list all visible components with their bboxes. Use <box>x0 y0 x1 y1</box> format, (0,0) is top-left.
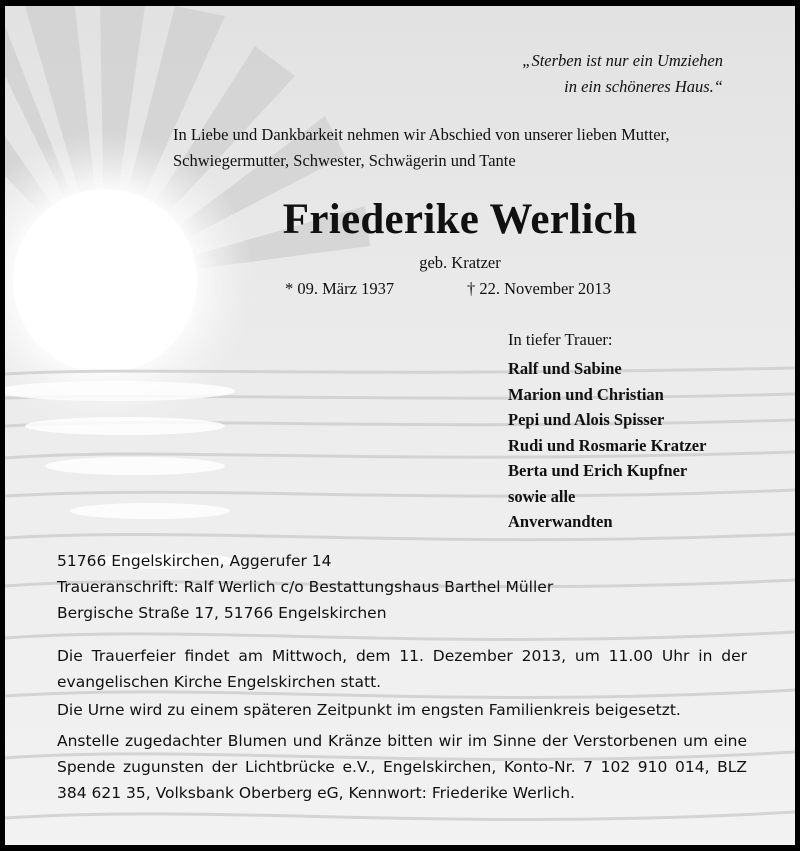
death-date: † 22. November 2013 <box>467 279 611 298</box>
mourner: Anverwandten <box>508 512 613 531</box>
mourner: Ralf und Sabine <box>508 359 622 378</box>
intro-text <box>173 122 669 174</box>
epigraph-quote <box>522 48 723 100</box>
mourners-list <box>508 356 706 535</box>
maiden-name: geb. Kratzer <box>419 253 501 272</box>
obituary-notice <box>5 6 795 845</box>
address-line: Traueranschrift: Ralf Werlich c/o Bestattungshaus Barthel Müller <box>57 578 554 596</box>
service-paragraph: Die Trauerfeier findet am Mittwoch, dem 11. Dezember 2013, um 11.00 Uhr in der evangelischen Kirche Engelskirchen statt. <box>57 647 747 691</box>
address-line: Bergische Straße 17, 51766 Engelskirchen <box>57 604 387 622</box>
intro-line: Schwiegermutter, Schwester, Schwägerin und Tante <box>173 151 516 170</box>
mourner: Pepi und Alois Spisser <box>508 410 665 429</box>
birth-date: * 09. März 1937 <box>285 279 395 298</box>
urn-paragraph: Die Urne wird zu einem späteren Zeitpunkt im engsten Familienkreis beigesetzt. <box>57 701 681 719</box>
quote-line: „Sterben ist nur ein Umziehen <box>522 51 723 70</box>
intro-line: In Liebe und Dankbarkeit nehmen wir Abschied von unserer lieben Mutter, <box>173 125 670 144</box>
address-line: 51766 Engelskirchen, Aggerufer 14 <box>57 552 332 570</box>
mourner: Marion und Christian <box>508 384 664 404</box>
mourner: Berta und Erich Kupfner <box>508 461 688 480</box>
mourning-heading: In tiefer Trauer: <box>508 330 613 349</box>
mourner: Rudi und Rosmarie Kratzer <box>508 435 707 455</box>
donation-paragraph: Anstelle zugedachter Blumen und Kränze bitten wir im Sinne der Verstorbenen um eine Spende zugunsten der Lichtbrücke e.V., Engelskirchen, Konto-Nr. 7 102 910 014, BLZ 384 621 35, Volksbank Oberberg eG, Kennwort: Friederike Werlich. <box>57 732 747 802</box>
address-block <box>57 548 553 626</box>
quote-line: in ein schöneres Haus.“ <box>564 77 723 96</box>
deceased-name: Friederike Werlich <box>282 196 638 243</box>
mourner: sowie alle <box>508 486 576 506</box>
